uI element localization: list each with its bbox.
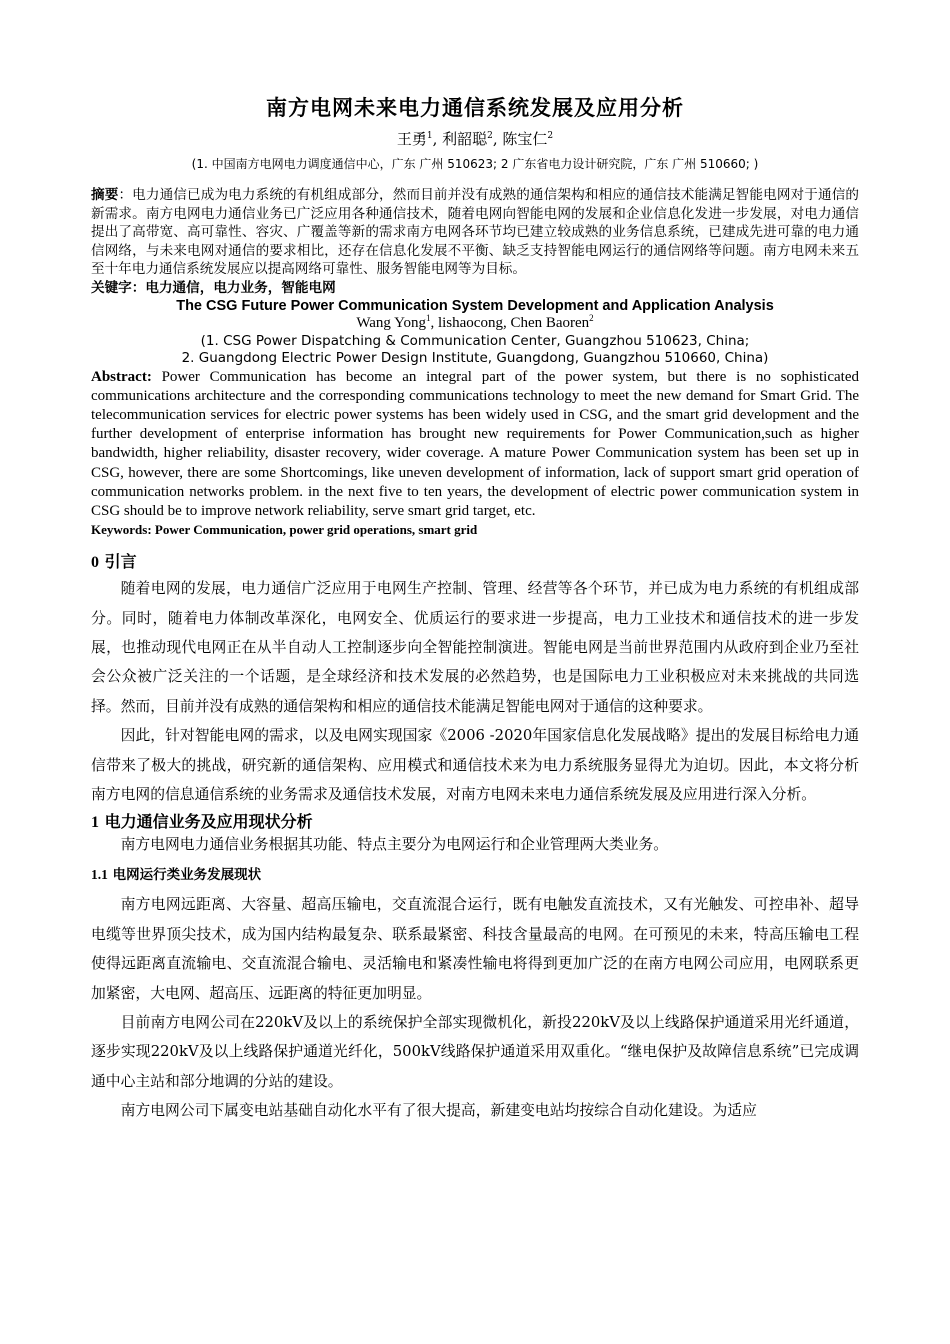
author-affil-mark: 1 <box>425 312 431 323</box>
abstract-cn-text: ：电力通信已成为电力系统的有机组成部分，然而目前并没有成熟的通信架构和相应的通信技术能满足智能电网对于通信的新需求。南方电网电力通信业务已广泛应用各种通信技术，随着电网向智能电网的发展和企业信息化发进一步发展，对电力通信提出了高带宽、高可靠性、容灾、广覆盖等新的需求南方电网各环节均已建立较成熟的业务信息系统，已建成先进可靠的电力通信网络，与未来电网对通信的要求相比，还存在信息化发展不平衡、缺乏支持智能电网运行的通信网络等问题。南方电网未来五至十年电力通信系统发展应以提高网络可靠性、服务智能电网等为目标。 <box>91 187 860 277</box>
section-heading-0 <box>91 551 859 574</box>
paper-page <box>91 88 859 1126</box>
author-affil-mark: 2 <box>547 131 554 141</box>
authors-cn <box>91 128 859 149</box>
affiliation-en-line: (1. CSG Power Dispatching & Communication Center, Guangzhou 510623, China; <box>200 332 750 349</box>
section-heading-1 <box>91 811 859 834</box>
abstract-cn-label: 摘要 <box>91 187 119 203</box>
author-name: Wang Yong <box>356 314 426 331</box>
body-paragraph: 南方电网电力通信业务根据其功能、特点主要分为电网运行和企业管理两大类业务。 <box>120 836 669 854</box>
affiliation-cn: (1. 中国南方电网电力调度通信中心，广东 广州 510623; 2 广东省电力设计研究院，广东 广州 510660; ) <box>191 157 759 171</box>
body-paragraph: 南方电网远距离、大容量、超高压输电，交直流混合运行，既有电触发直流技术，又有光触发、可控串补、超导电缆等世界顶尖技术，成为国内结构最复杂、联系最紧密、科技含量最高的电网。在可预见的未来，特高压输电工程使得远距离直流输电、交直流混合输电、灵活输电和紧凑性输电将得到更加广泛的在南方电网公司应用，电网联系更加紧密，大电网、超高压、远距离的特征更加明显。 <box>91 896 859 1002</box>
author-name: , 利韶聪 <box>432 130 488 148</box>
section-title: 电力通信业务及应用现状分析 <box>99 812 313 832</box>
author-affil-mark: 2 <box>589 312 594 323</box>
paper-title-en: The CSG Future Power Communication System Development and Application Analysis <box>176 297 774 314</box>
abstract-en <box>91 368 859 522</box>
section-number: 1.1 <box>91 867 108 883</box>
paper-title-cn: 南方电网未来电力通信系统发展及应用分析 <box>266 95 684 120</box>
keywords-cn: 关键字：电力通信，电力业务，智能电网 <box>91 279 336 296</box>
body-paragraph: 目前南方电网公司在220kV及以上的系统保护全部实现微机化，新投220kV及以上线路保护通道采用光纤通道，逐步实现220kV及以上线路保护通道光纤化，500kV线路保护通道采用双重化。“继电保护及故障信息系统”已完成调通中心主站和部分地调的分站的建设。 <box>91 1014 859 1090</box>
section-title: 电网运行类业务发展现状 <box>107 867 262 884</box>
authors-en <box>91 314 859 333</box>
author-affil-mark: 2 <box>487 131 493 141</box>
affiliation-en-line: 2. Guangdong Electric Power Design Institute, Guangdong, Guangzhou 510660, China) <box>181 349 769 366</box>
body-paragraph: 随着电网的发展，电力通信广泛应用于电网生产控制、管理、经营等各个环节，并已成为电力系统的有机组成部分。同时，随着电力体制改革深化，电网安全、优质运行的要求进一步提高，电力工业技术和通信技术的进一步发展，也推动现代电网正在从半自动人工控制逐步向全智能控制演进。智能电网是当前世界范围内从政府到企业乃至社会公众被广泛关注的一个话题，是全球经济和技术发展的必然趋势，也是国际电力工业积极应对未来挑战的共同选择。然而，目前并没有成熟的通信架构和相应的通信技术能满足智能电网对于通信的这种要求。 <box>91 580 859 715</box>
section-number: 0 <box>91 554 99 572</box>
abstract-cn <box>91 186 859 279</box>
section-title: 引言 <box>99 552 137 572</box>
section-number: 1 <box>91 814 99 832</box>
body-paragraph: 因此，针对智能电网的需求，以及电网实现国家《2006 -2020年国家信息化发展战略》提出的发展目标给电力通信带来了极大的挑战，研究新的通信架构、应用模式和通信技术来为电力系统服务显得尤为迫切。因此，本文将分析南方电网的信息通信系统的业务需求及通信技术发展，对南方电网未来电力通信系统发展及应用进行深入分析。 <box>91 727 859 803</box>
section-heading-1-1 <box>91 864 859 886</box>
author-name: , 陈宝仁 <box>492 130 548 148</box>
author-affil-mark: 1 <box>426 131 433 141</box>
abstract-en-label: Abstract: <box>91 368 152 385</box>
affiliation-en <box>91 333 859 367</box>
body-paragraph: 南方电网公司下属变电站基础自动化水平有了很大提高，新建变电站均按综合自动化建设。为适应 <box>120 1102 757 1120</box>
keywords-en: Keywords: Power Communication, power grid operations, smart grid <box>91 522 478 538</box>
author-name: , lishaocong, Chen Baoren <box>430 314 590 331</box>
abstract-en-text: Power Communication has become an integral part of the power system, but there is no sophisticated communications architecture and the corresponding communications technology to meet the new demand for Smart Grid. The telecommunication services for electric power systems has been widely used in CSG, and the smart grid development and the further development of enterprise information has brought new requirements for Power Communication,such as higher bandwidth, higher reliability, disaster recovery, wider coverage. A mature Power Communication system has been set up in CSG, however, there are some Shortcomings, like uneven development of information, lack of support smart grid operation of communication networks problem. in the next five to ten years, the development of electric power communication system in CSG should be to improve network reliability, serve smart grid target, etc. <box>91 368 859 519</box>
author-name: 王勇 <box>396 130 427 148</box>
